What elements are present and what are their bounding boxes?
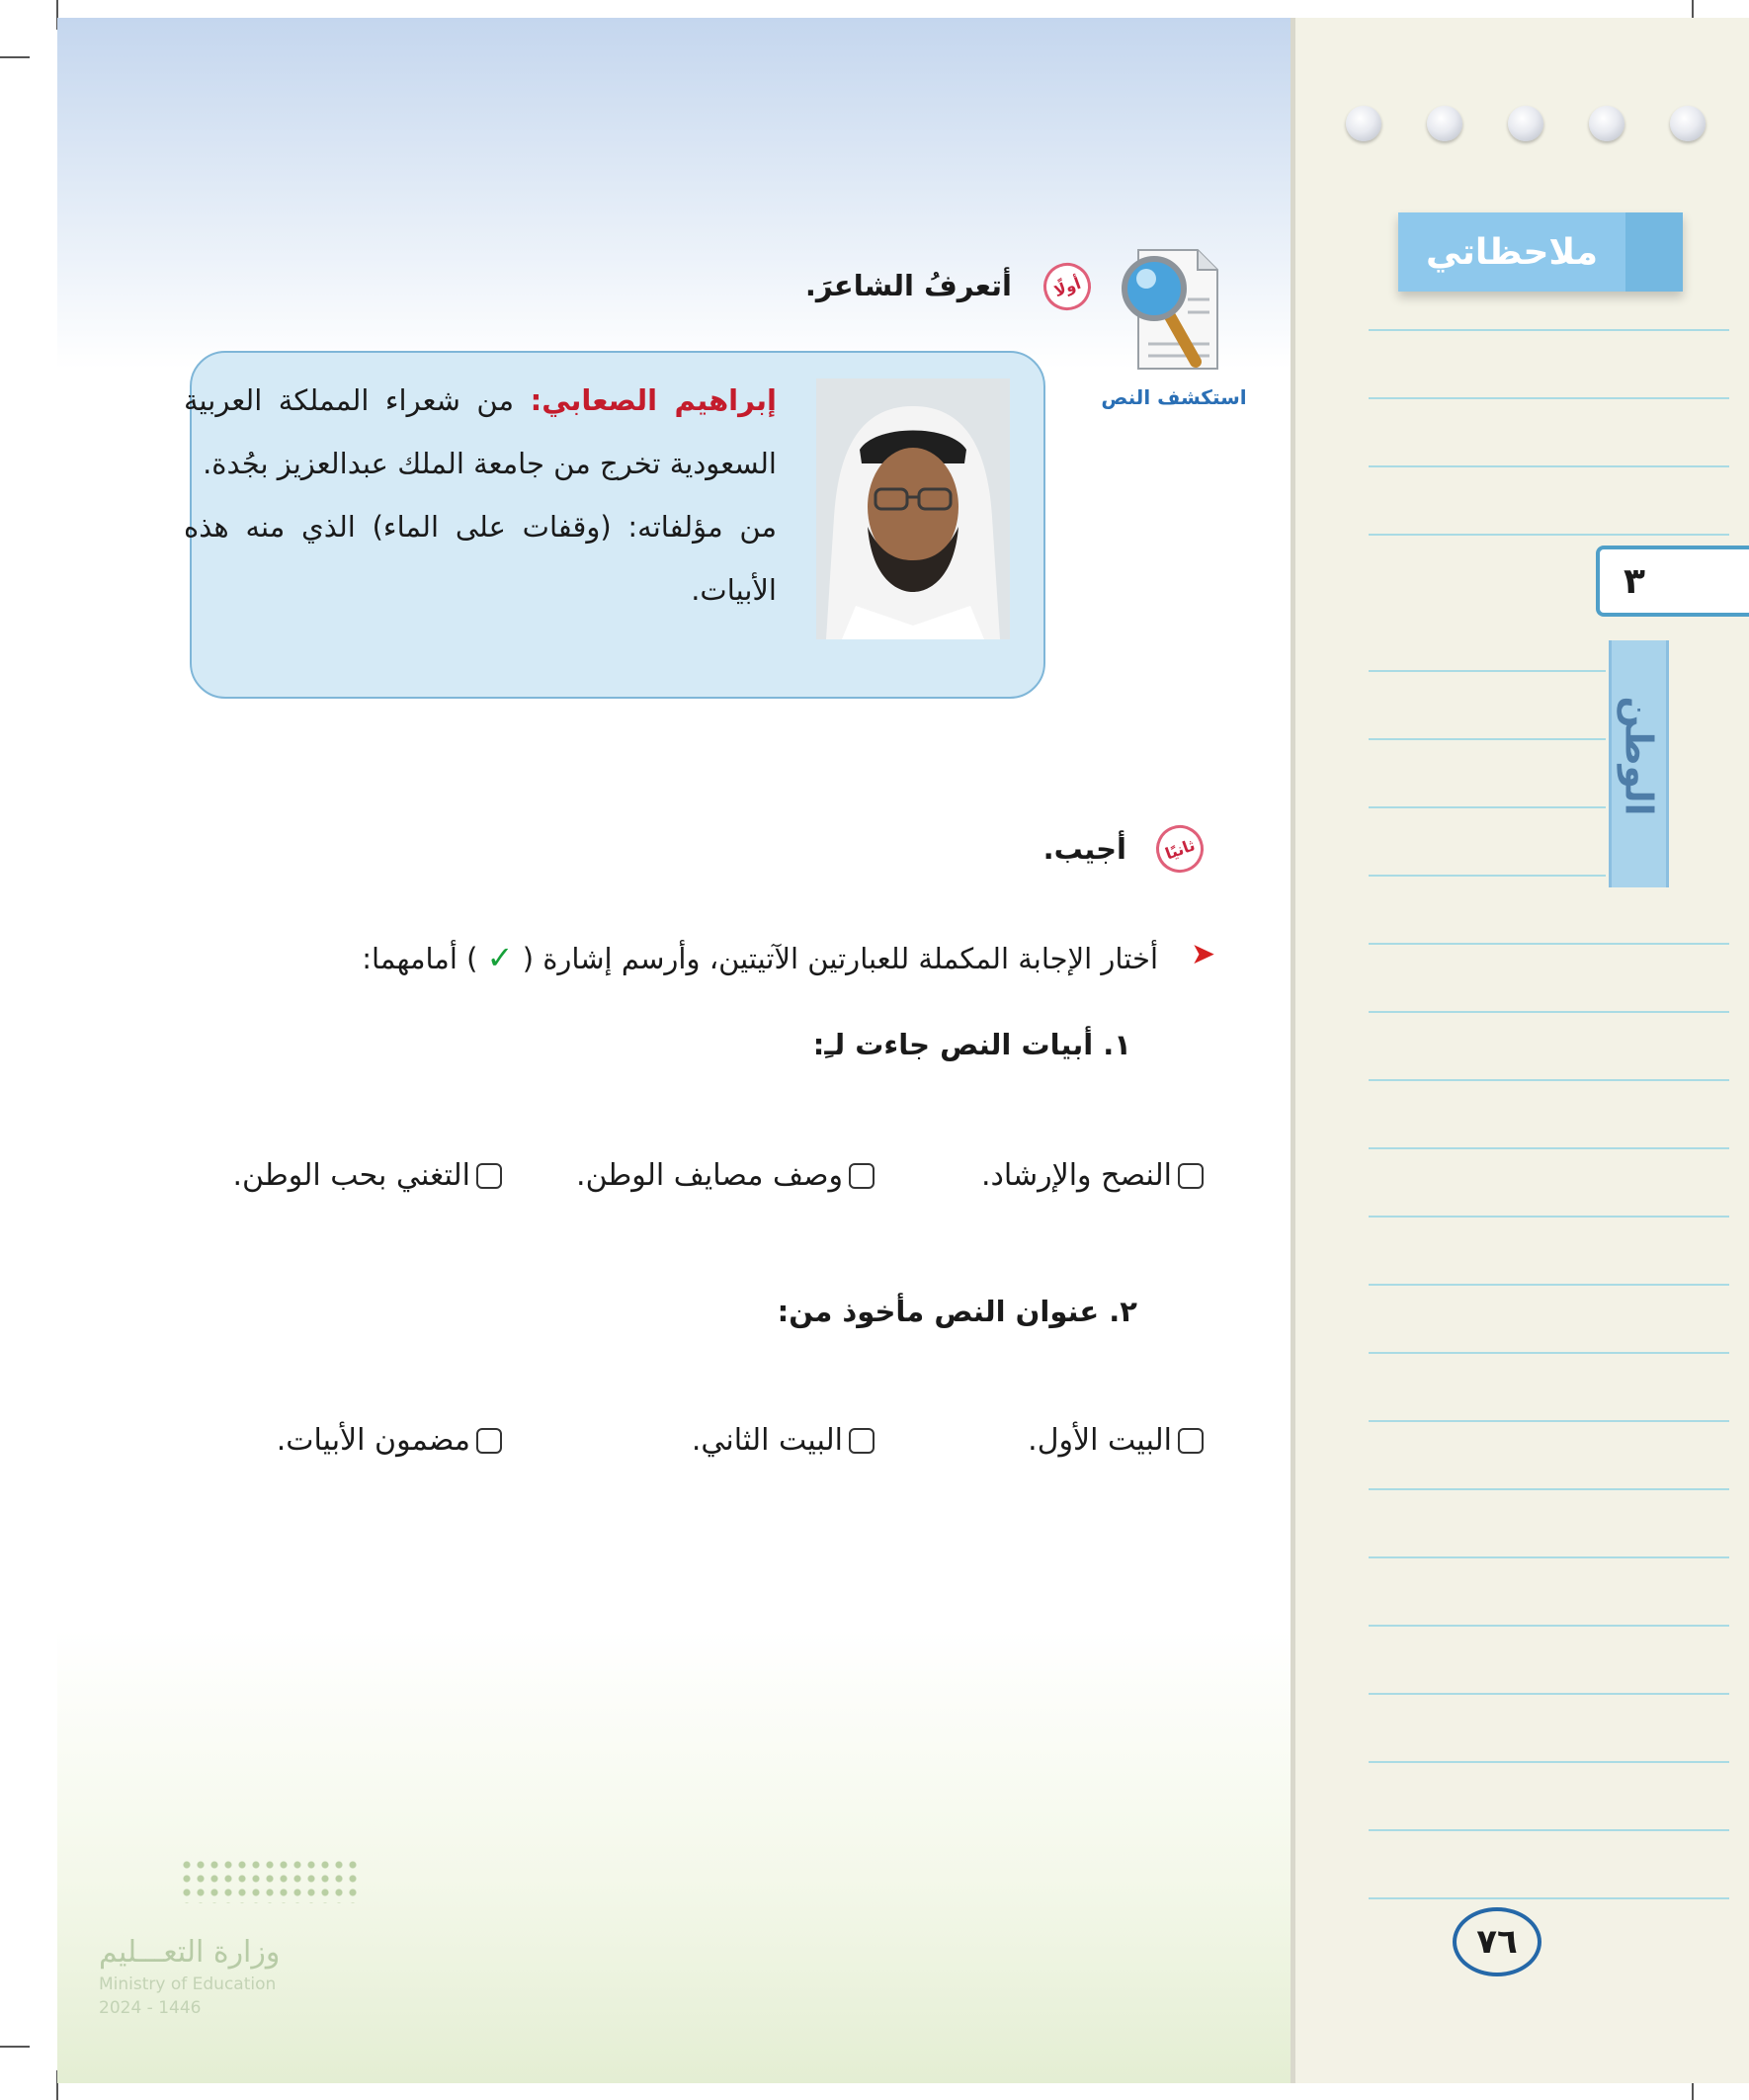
- option-label: البيت الثاني.: [691, 1423, 843, 1458]
- crop-mark: [0, 2046, 30, 2048]
- checkbox[interactable]: [1178, 1163, 1204, 1189]
- option-q1-c[interactable]: [232, 1158, 502, 1193]
- page-number: ٧٦: [1476, 1922, 1518, 1962]
- note-line: [1369, 1216, 1729, 1218]
- note-line: [1369, 1147, 1729, 1149]
- note-line: [1369, 1420, 1729, 1422]
- poet-bio-text: من شعراء المملكة العربية السعودية تخرج من جامعة الملك عبدالعزيز بجُدة.: [184, 383, 777, 480]
- note-line: [1369, 1011, 1729, 1013]
- checkbox[interactable]: [849, 1163, 874, 1189]
- note-line: [1369, 1897, 1729, 1899]
- binder-ring: [1346, 106, 1381, 141]
- page-number-circle: [1453, 1907, 1541, 1976]
- note-line: [1369, 1488, 1729, 1490]
- note-line: [1369, 1761, 1729, 1763]
- unit-title: الوطن: [1617, 696, 1661, 816]
- note-line: [1369, 806, 1606, 808]
- note-line: [1369, 1829, 1729, 1831]
- check-mark-icon: ✓: [486, 939, 514, 976]
- note-line: [1369, 465, 1729, 467]
- option-q2-a[interactable]: [1028, 1423, 1204, 1458]
- note-line: [1369, 534, 1729, 536]
- option-q1-a[interactable]: [981, 1158, 1204, 1193]
- ministry-name-arabic: وزارة التعـــليم: [99, 1935, 281, 1970]
- section-heading: أتعرفُ الشاعرَ.: [804, 269, 1012, 302]
- section-badge: ثانيًا: [1149, 818, 1210, 880]
- note-line: [1369, 1556, 1729, 1558]
- unit-title-ribbon: [1609, 640, 1669, 887]
- notes-panel: [1291, 18, 1749, 2083]
- instruction-before: أختار الإجابة المكملة للعبارتين الآتيتين، وأرسم إشارة (: [522, 942, 1158, 975]
- note-line: [1369, 329, 1729, 331]
- note-line: [1369, 1625, 1729, 1627]
- note-line: [1369, 1079, 1729, 1081]
- option-q1-b[interactable]: [576, 1158, 874, 1193]
- question-1: ١. أبيات النص جاءت لـِ:: [812, 1028, 1131, 1061]
- option-label: مضمون الأبيات.: [276, 1423, 470, 1458]
- option-label: البيت الأول.: [1028, 1423, 1172, 1458]
- option-label: التغني بحب الوطن.: [232, 1158, 470, 1193]
- section-heading: أجيب.: [1042, 832, 1126, 866]
- note-line: [1369, 670, 1606, 672]
- instruction-after: ) أمامهما:: [362, 942, 478, 975]
- poet-photo: [816, 378, 1010, 639]
- checkbox[interactable]: [476, 1428, 502, 1454]
- option-q2-c[interactable]: [277, 1423, 502, 1458]
- notes-title: ملاحظاتي: [1425, 231, 1599, 273]
- poet-name: إبراهيم الصعابي:: [530, 383, 777, 417]
- note-line: [1369, 738, 1606, 740]
- ministry-logo-dots: [180, 1858, 358, 1903]
- checkbox[interactable]: [476, 1163, 502, 1189]
- ministry-name-english: Ministry of Education: [99, 1974, 277, 1994]
- crop-mark: [0, 56, 30, 58]
- note-line: [1369, 1284, 1729, 1286]
- checkbox[interactable]: [1178, 1428, 1204, 1454]
- poet-bio: [184, 369, 777, 622]
- binder-ring: [1427, 106, 1462, 141]
- notes-title-tab: [1398, 212, 1683, 292]
- binder-ring: [1589, 106, 1624, 141]
- question-2: ٢. عنوان النص مأخوذ من:: [777, 1295, 1137, 1328]
- binder-ring: [1670, 106, 1706, 141]
- note-line: [1369, 875, 1606, 877]
- unit-number-box: [1596, 546, 1749, 617]
- edition-year: 2024 - 1446: [99, 1998, 202, 2018]
- section-badge: أولًا: [1037, 256, 1098, 317]
- explore-text-label: استكشف النص: [1101, 385, 1247, 409]
- note-line: [1369, 397, 1729, 399]
- bullet-arrow-icon: ➤: [1191, 937, 1216, 971]
- option-q2-b[interactable]: [692, 1423, 874, 1458]
- option-label: النصح والإرشاد.: [980, 1158, 1172, 1193]
- note-line: [1369, 1693, 1729, 1695]
- checkbox[interactable]: [849, 1428, 874, 1454]
- option-label: وصف مصايف الوطن.: [576, 1158, 843, 1193]
- binder-ring: [1508, 106, 1543, 141]
- note-line: [1369, 943, 1729, 945]
- note-line: [1369, 1352, 1729, 1354]
- unit-number: ٣: [1624, 561, 1645, 602]
- poet-works-text: من مؤلفاته: (وقفات على الماء) الذي منه هذه الأبيات.: [184, 510, 777, 607]
- explore-text-icon: [1119, 245, 1227, 374]
- ministry-logo: [99, 1858, 356, 2026]
- instruction-text: [362, 939, 1158, 976]
